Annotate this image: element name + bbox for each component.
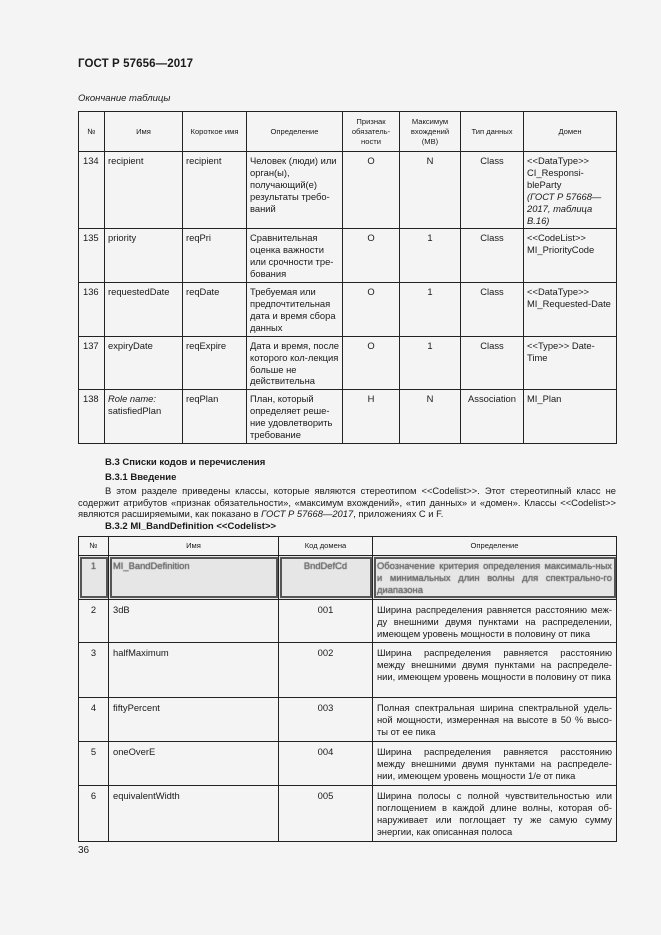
data-type: Class <box>461 152 524 229</box>
attribute-name: priority <box>105 229 183 283</box>
code-definition: Ширина полосы с полной чувствительностью или поглощением в каждой длине волны, которая об-наруживает или поглощает ту же самую сумму энергии, как описанная полоса <box>373 785 617 841</box>
domain-code: 005 <box>279 785 373 841</box>
definition: Требуемая или предпочтительная дата и время сбора данных <box>247 283 343 337</box>
attribute-name: expiryDate <box>105 336 183 390</box>
table-row <box>79 152 617 229</box>
max-occurrence: 1 <box>400 229 461 283</box>
document-header: ГОСТ Р 57656—2017 <box>78 58 194 70</box>
table-row <box>79 556 617 600</box>
table-caption: Окончание таблицы <box>78 93 171 104</box>
max-occurrence: N <box>400 390 461 444</box>
attribute-name <box>105 390 183 444</box>
table-row <box>79 785 617 841</box>
row-number: 3 <box>79 643 109 698</box>
max-occurrence: 1 <box>400 283 461 337</box>
code-name: fiftyPercent <box>109 698 279 742</box>
attribute-name: recipient <box>105 152 183 229</box>
domain-reference: (ГОСТ Р 57668—2017, таблица В.16) <box>527 190 602 226</box>
obligation: O <box>343 336 400 390</box>
short-name: reqDate <box>183 283 247 337</box>
domain-code: 002 <box>279 643 373 698</box>
role-name-value: satisfiedPlan <box>108 405 162 417</box>
short-name: recipient <box>183 152 247 229</box>
intro-text: В этом разделе приведены классы, которые являются стереотипом <<Codelist>>. Этот стереотипный класс не содержит атрибутов «признак обязательности», «максимум вхождений», «тип данных» и «домен». Классы <<Codelist>> являются расширяемыми, как показано в <box>78 485 616 520</box>
table-row <box>79 599 617 643</box>
column-header: Короткое имя <box>183 112 247 152</box>
domain: <<Type>> Date-Time <box>524 336 617 390</box>
role-name-label: Role name: <box>108 393 156 405</box>
table-row <box>79 390 617 444</box>
domain: <<DataType>> MI_Requested-Date <box>524 283 617 337</box>
domain-code: 003 <box>279 698 373 742</box>
row-number: 134 <box>79 152 105 229</box>
definition: Дата и время, после которого кол-лекция больше не действительна <box>247 336 343 390</box>
column-header: Определение <box>373 537 617 556</box>
data-type: Association <box>461 390 524 444</box>
domain-value: <<DataType>> CI_Responsi-bleParty <box>527 155 590 190</box>
column-header: Имя <box>109 537 279 556</box>
table-row <box>79 336 617 390</box>
obligation: Н <box>343 390 400 444</box>
domain-code: 004 <box>279 742 373 786</box>
table-row <box>79 283 617 337</box>
domain-code: 001 <box>279 599 373 643</box>
table-row <box>79 742 617 786</box>
short-name: reqExpire <box>183 336 247 390</box>
code-name: halfMaximum <box>109 643 279 698</box>
domain: MI_Plan <box>524 390 617 444</box>
domain-code: BndDefCd <box>279 556 373 600</box>
data-type: Class <box>461 336 524 390</box>
row-number: 6 <box>79 785 109 841</box>
codelist-table <box>78 536 617 842</box>
section-heading-b3: В.3 Списки кодов и перечисления <box>105 457 266 468</box>
row-number: 2 <box>79 599 109 643</box>
page-number: 36 <box>78 845 90 856</box>
definition: Человек (люди) или орган(ы), получающий(е) результаты требо-ваний <box>247 152 343 229</box>
data-type: Class <box>461 283 524 337</box>
table-row <box>79 698 617 742</box>
code-name: equivalentWidth <box>109 785 279 841</box>
row-number: 135 <box>79 229 105 283</box>
intro-paragraph <box>78 485 616 520</box>
row-number: 4 <box>79 698 109 742</box>
obligation: O <box>343 283 400 337</box>
attributes-table <box>78 111 617 444</box>
max-occurrence: N <box>400 152 461 229</box>
column-header: Максимум вхождений (МВ) <box>400 112 461 152</box>
code-name: oneOverE <box>109 742 279 786</box>
column-header: Код домена <box>279 537 373 556</box>
short-name: reqPlan <box>183 390 247 444</box>
row-number: 5 <box>79 742 109 786</box>
row-number: 138 <box>79 390 105 444</box>
data-type: Class <box>461 229 524 283</box>
domain: <<CodeList>> MI_PriorityCode <box>524 229 617 283</box>
code-definition: Ширина распределения равняется расстоянию между внешними двумя пунктами на распределе-нии, имеющем уровень мощности в половину от пика <box>373 643 617 698</box>
row-number: 136 <box>79 283 105 337</box>
code-definition: Ширина распределения равняется расстоянию меж-ду внешними двумя пунктами на распределении, имеющем уровень мощности в половину от пика <box>373 599 617 643</box>
intro-reference: ГОСТ Р 57668—2017 <box>261 508 354 520</box>
obligation: O <box>343 229 400 283</box>
intro-text-end: , приложениях С и F. <box>353 508 444 520</box>
column-header: Имя <box>105 112 183 152</box>
column-header: Определение <box>247 112 343 152</box>
table-row <box>79 643 617 698</box>
column-header: № <box>79 537 109 556</box>
code-definition: Обозначение критерия определения максималь-ных и минимальных длин волны для спектрально-го диапазона <box>373 556 617 600</box>
row-number: 137 <box>79 336 105 390</box>
table-row <box>79 229 617 283</box>
table-header-row <box>79 112 617 152</box>
column-header: Признак обязатель-ности <box>343 112 400 152</box>
code-definition: Ширина распределения равняется расстоянию между внешними двумя пунктами на распределе-нии, имеющем уровень мощности 1/e от пика <box>373 742 617 786</box>
column-header: № <box>79 112 105 152</box>
column-header: Тип данных <box>461 112 524 152</box>
section-heading-b32: В.3.2 MI_BandDefinition <<Codelist>> <box>105 521 277 532</box>
table-header-row <box>79 537 617 556</box>
definition: Сравнительная оценка важности или срочности тре-бования <box>247 229 343 283</box>
code-name: 3dB <box>109 599 279 643</box>
short-name: reqPri <box>183 229 247 283</box>
obligation: O <box>343 152 400 229</box>
column-header: Домен <box>524 112 617 152</box>
code-definition: Полная спектральная ширина спектральной удель-ной мощности, измеренная на высоте в 50 % высо-ты от ее пика <box>373 698 617 742</box>
domain <box>524 152 617 229</box>
section-heading-b31: В.3.1 Введение <box>105 472 177 483</box>
attribute-name: requestedDate <box>105 283 183 337</box>
definition: План, который определяет реше-ние удовлетворить требование <box>247 390 343 444</box>
max-occurrence: 1 <box>400 336 461 390</box>
row-number: 1 <box>79 556 109 600</box>
code-name: MI_BandDefinition <box>109 556 279 600</box>
